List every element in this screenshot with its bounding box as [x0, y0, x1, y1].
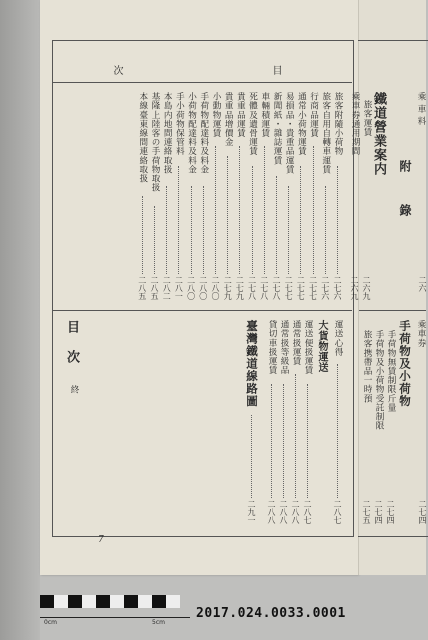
toc-entry-page: 二七八: [247, 276, 257, 300]
lower-title-2: 次: [64, 350, 79, 364]
right-edge-text: 乘 車 料: [416, 92, 426, 126]
toc-entry-label: 旅客携帶品一時預: [362, 330, 372, 403]
toc-leader-dots: [337, 364, 338, 498]
toc-entry-label: 運送心得: [333, 320, 343, 357]
toc-entry-page: 二八七: [333, 500, 342, 524]
toc-leader-dots: [191, 186, 192, 274]
toc-leader-dots: [307, 384, 308, 498]
toc-leader-dots: [251, 415, 252, 498]
page-number: 7: [98, 535, 104, 545]
header-right-char: 目: [272, 66, 285, 77]
toc-entry-label: 貴重品增價金: [223, 92, 234, 147]
toc-leader-dots: [276, 176, 277, 274]
right-edge-page: 二六: [418, 276, 427, 292]
toc-entry-page: 二九一: [247, 500, 256, 524]
toc-entry-label: 本線臺東線間連絡取扱: [137, 92, 148, 183]
toc-leader-dots: [337, 166, 338, 274]
sub-entry-page: 二六九: [350, 276, 359, 300]
toc-entry-page: 二八〇: [211, 276, 220, 300]
toc-entry-page: 二八〇: [198, 276, 208, 300]
toc-leader-dots: [313, 146, 314, 274]
ruler-label-0: 0cm: [44, 619, 57, 626]
toc-entry-label: 本島内地間連絡取扱: [162, 92, 173, 174]
toc-entry-page: 二八七: [303, 500, 312, 524]
appendix-label: 附 錄: [398, 160, 412, 226]
toc-entry-label: 易損品・貴重品運賃: [284, 92, 295, 174]
toc-leader-dots: [166, 186, 167, 274]
archive-id-stamp: 2017.024.0033.0001: [196, 606, 346, 621]
toc-entry-label: 行商品運賃: [308, 92, 319, 138]
toc-entry-label: 大貨物運送: [316, 320, 327, 373]
toc-entry-page: 二七四: [374, 500, 383, 524]
toc-entry-page: 二八五: [150, 276, 159, 300]
toc-entry-label: 新聞紙・雜誌運賃: [272, 92, 282, 165]
toc-entry-page: 二八八: [279, 500, 288, 524]
toc-entry-page: 二八二: [162, 276, 172, 300]
toc-entry-label: 旅客附隨小荷物: [333, 92, 343, 156]
ruler-label-5: 5cm: [152, 619, 165, 626]
toc-leader-dots: [300, 166, 301, 274]
toc-entry-page: 二七四: [386, 500, 395, 524]
book-page-right: [350, 0, 427, 575]
toc-entry-page: 二八八: [267, 500, 276, 524]
toc-entry-label: 手荷物配達料及料金: [198, 92, 209, 174]
toc-entry-page: 二七五: [362, 500, 371, 524]
toc-entry-label: 通常扱等級品: [279, 320, 289, 375]
toc-leader-dots: [264, 146, 265, 274]
lower-title-1: 目: [64, 320, 79, 334]
toc-entry-page: 二七六: [333, 276, 342, 300]
toc-leader-dots: [283, 384, 284, 498]
toc-leader-dots: [325, 186, 326, 274]
scale-ruler: [40, 617, 190, 628]
toc-leader-dots: [239, 146, 240, 274]
header-left-char: 次: [113, 66, 126, 77]
right-middle-rule: [359, 310, 426, 311]
toc-leader-dots: [288, 186, 289, 274]
section-title: 鐵道營業案内: [371, 92, 386, 176]
toc-entry-label: 通常扱運賃: [291, 320, 301, 366]
toc-leader-dots: [252, 166, 253, 274]
toc-entry-page: 二七六: [320, 276, 330, 300]
toc-header: [40, 62, 358, 77]
book-page: [40, 0, 358, 575]
toc-leader-dots: [142, 196, 143, 274]
right-edge-text: 乘車券: [416, 320, 426, 348]
header-rule: [52, 82, 352, 83]
toc-entry-label: 死體及遺骨運賃: [247, 92, 258, 156]
toc-entry-label: 車輛積運賃: [259, 92, 270, 138]
toc-leader-dots: [154, 206, 155, 274]
toc-entry-label: 手荷物無賃制限斤量: [386, 330, 396, 412]
toc-entry-label: 通常小荷物運賃: [296, 92, 307, 156]
sub-entry-label: 乘車券通用期間: [350, 92, 360, 156]
toc-leader-dots: [178, 166, 179, 274]
toc-entry-label: 手荷物及小荷物受託制限: [374, 330, 384, 431]
middle-rule: [52, 310, 352, 311]
toc-leader-dots: [295, 374, 296, 498]
toc-leader-dots: [227, 156, 228, 274]
toc-entry-label: 運送便扱運賃: [303, 320, 313, 375]
toc-entry-page: 二七七: [296, 276, 306, 300]
toc-leader-dots: [271, 384, 272, 498]
toc-entry-page: 二七九: [235, 276, 245, 300]
right-edge-page: 二七四: [418, 500, 427, 524]
toc-entry-page: 二七九: [223, 276, 233, 300]
lower-volume-label: 終: [69, 385, 79, 395]
toc-entry-page: 二七八: [259, 276, 269, 300]
toc-entry-page: 二八五: [137, 276, 147, 300]
toc-leader-dots: [203, 186, 204, 274]
toc-entry-label: 小荷物配達料及料金: [186, 92, 197, 174]
toc-leader-dots: [215, 146, 216, 274]
sub-entry-label: 旅客運賃: [362, 100, 372, 137]
toc-entry-label: 小動物運賃: [211, 92, 221, 138]
toc-entry-label: 旅客自用自轉車運賃: [320, 92, 331, 174]
toc-entry-page: 二八一: [174, 276, 184, 300]
toc-entry-label: 臺灣鐵道線路圖: [245, 320, 259, 408]
toc-entry-page: 二七八: [272, 276, 281, 300]
toc-entry-label: 貴重品運賃: [235, 92, 246, 138]
toc-entry-label: 手小荷物保管料: [174, 92, 185, 156]
toc-entry-label: 貸切車扱運賃: [267, 320, 277, 375]
left-shadow: [0, 0, 40, 640]
section-heading: 手荷物及小荷物: [398, 320, 412, 408]
sub-entry-page: 二六九: [362, 276, 371, 300]
toc-entry-page: 二八〇: [186, 276, 196, 300]
toc-entry-label: 基隆上陸客の手荷物取扱: [150, 92, 160, 193]
lower-title-block: [66, 320, 77, 334]
toc-entry-page: 二七七: [284, 276, 294, 300]
toc-entry-page: 二七七: [308, 276, 318, 300]
toc-entry-page: 二八八: [291, 500, 300, 524]
